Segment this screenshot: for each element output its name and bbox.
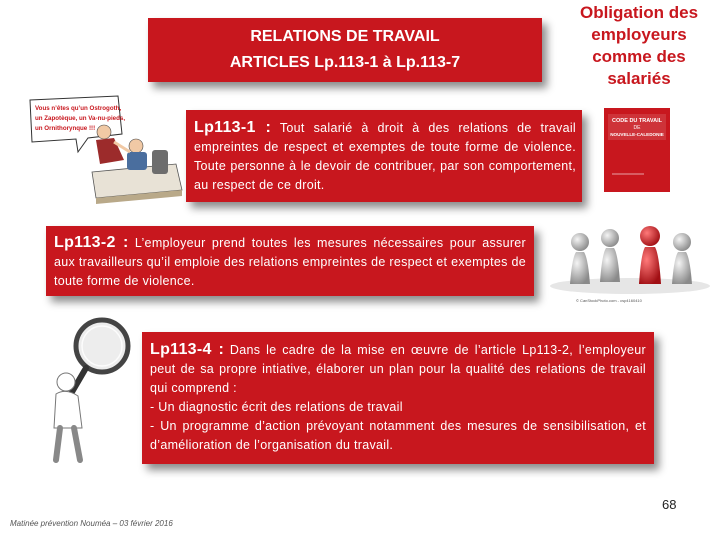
- obligation-heading: [560, 2, 718, 90]
- pawns-credit: © CanStockPhoto.com - csp4160410: [576, 298, 642, 303]
- page-number: 68: [662, 497, 677, 512]
- article-lp113-4-box: [142, 332, 654, 464]
- magnifier-person-illustration: [36, 312, 136, 467]
- pawns-illustration: [540, 208, 715, 306]
- footer: Matinée prévention Nouméa – 03 février 2016: [10, 519, 173, 528]
- book-title-line-2: DE: [633, 125, 641, 131]
- office-conflict-illustration: [26, 94, 186, 204]
- obligation-line-1: Obligation des: [579, 3, 699, 22]
- book-title-line-1: CODE DU TRAVAIL: [612, 118, 662, 124]
- article-lp113-4: [150, 340, 646, 398]
- article-text: Dans le cadre de la mise en œuvre de l’article Lp113-2, l’employeur peut de sa propre intiative, élaborer un plan pour la qualité des relations de travail qui comprend :: [150, 343, 646, 395]
- obligation-line-4: salariés: [607, 69, 671, 88]
- article-code: Lp113-1 :: [194, 119, 272, 136]
- bubble-line-1: Vous n’êtes qu’un Ostrogoth,: [35, 105, 122, 112]
- article-list-item-2: - Un programme d’action prévoyant notamment des mesures de sensibilisation, et d’amélioration de l’organisation du travail.: [150, 419, 646, 452]
- title-box: [148, 18, 542, 82]
- obligation-line-2: employeurs: [591, 25, 687, 44]
- article-lp113-2-box: [46, 226, 534, 296]
- article-text: Tout salarié à droit à des relations de travail empreintes de respect et exemptes de toute forme de violence. Toute personne à le devoir de contribuer, par son comportement, au respect de ce droit.: [194, 121, 576, 192]
- article-lp113-1: [194, 118, 576, 195]
- article-code: Lp113-2 :: [54, 234, 129, 251]
- code-du-travail-book-cover: [604, 108, 670, 192]
- article-code: Lp113-4 :: [150, 341, 225, 358]
- obligation-line-3: comme des: [592, 47, 686, 66]
- title-line-2: ARTICLES Lp.113-1 à Lp.113-7: [229, 54, 461, 71]
- article-lp113-1-box: [186, 110, 582, 202]
- article-list-item-1: - Un diagnostic écrit des relations de travail: [150, 400, 403, 414]
- bubble-line-3: un Ornithorynque !!!: [35, 125, 96, 132]
- title-line-1: RELATIONS DE TRAVAIL: [250, 28, 440, 45]
- article-text: L’employeur prend toutes les mesures nécessaires pour assurer aux travailleurs qu’il emploie des relations empreintes de respect et exemptes de toute forme de violence.: [54, 236, 527, 288]
- article-lp113-2: [54, 233, 526, 291]
- book-title-line-3: NOUVELLE-CALEDONIE: [610, 132, 664, 137]
- bubble-line-2: un Zapotèque, un Va-nu-pieds,: [35, 115, 126, 122]
